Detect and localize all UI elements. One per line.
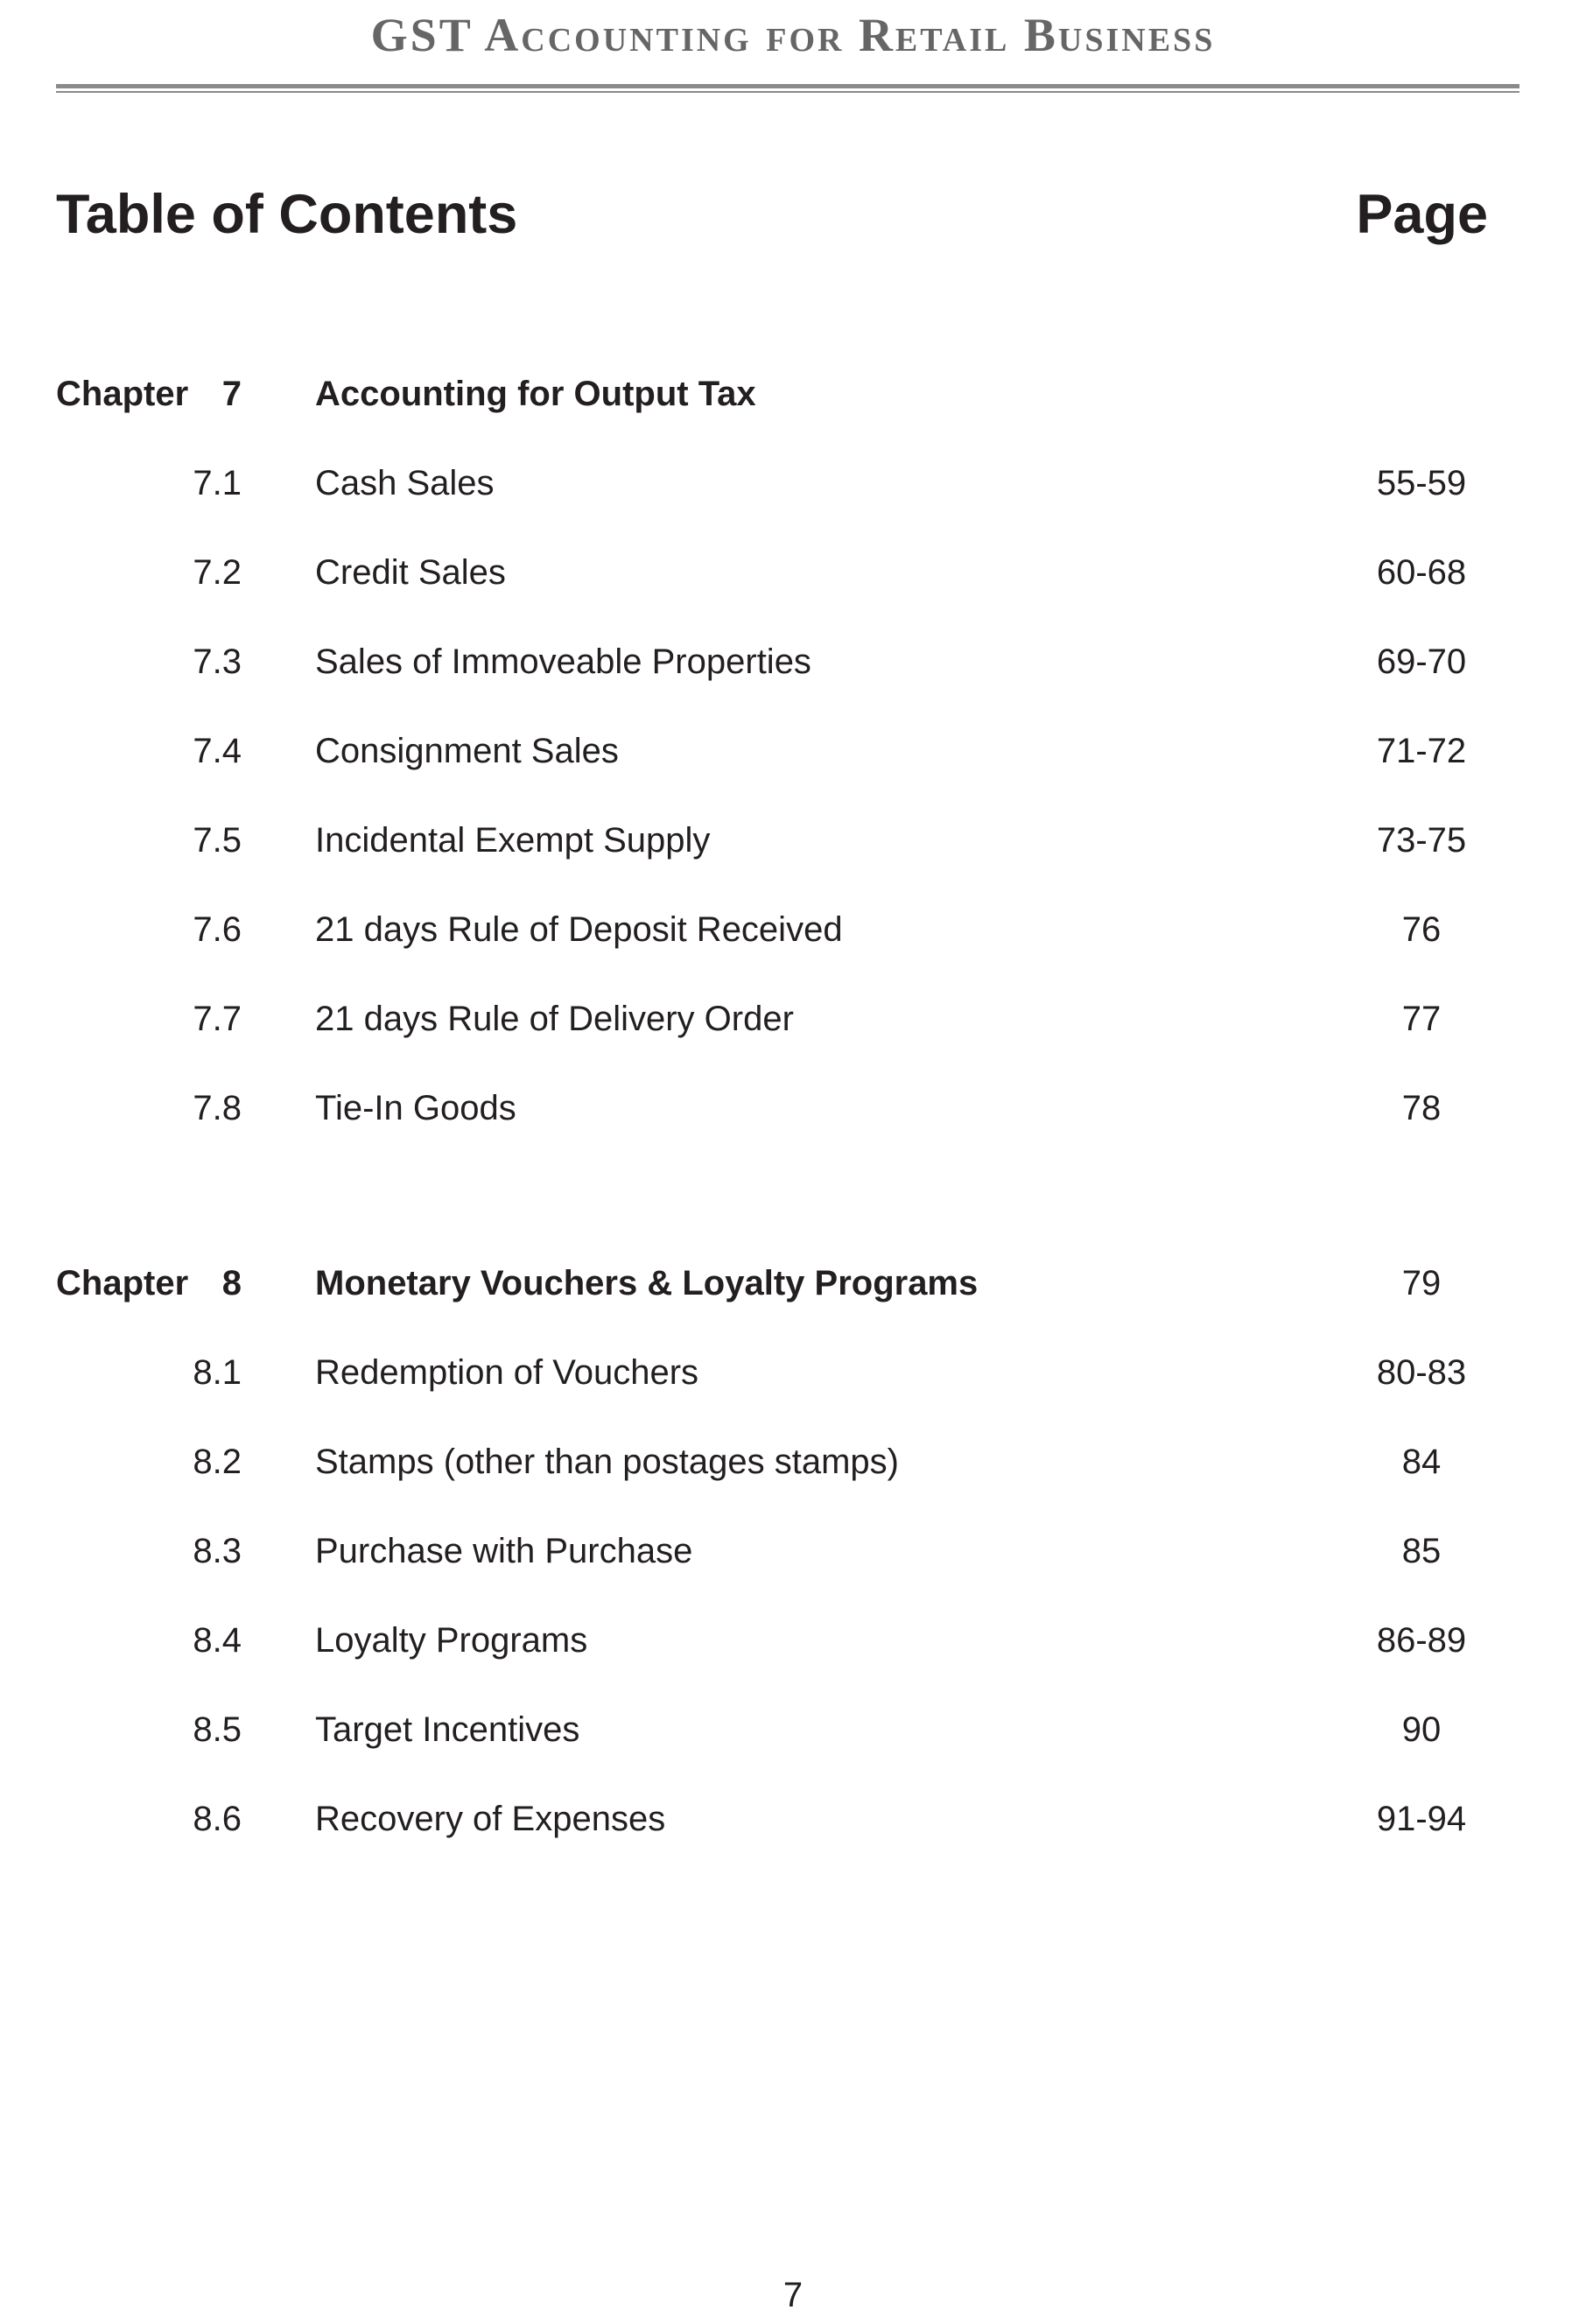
toc-section-row[interactable] xyxy=(0,457,1586,509)
section-number: 8.3 xyxy=(193,1532,242,1570)
section-title: Cash Sales xyxy=(315,464,495,502)
section-page: 90 xyxy=(1401,1710,1442,1749)
section-title: Incidental Exempt Supply xyxy=(315,821,711,860)
toc-section-row[interactable] xyxy=(0,635,1586,688)
section-number: 7.7 xyxy=(193,1000,242,1038)
section-title: Target Incentives xyxy=(315,1710,580,1749)
section-title: Loyalty Programs xyxy=(315,1621,588,1660)
toc-section-row[interactable] xyxy=(0,903,1586,956)
chapter-label: Chapter xyxy=(56,375,189,413)
section-title: Tie-In Goods xyxy=(315,1089,516,1127)
page-number: 7 xyxy=(782,2276,804,2314)
toc-section-row[interactable] xyxy=(0,1436,1586,1488)
section-title: 21 days Rule of Delivery Order xyxy=(315,1000,794,1038)
section-number: 7.1 xyxy=(193,464,242,502)
section-title: Recovery of Expenses xyxy=(315,1800,666,1838)
section-page: 78 xyxy=(1401,1089,1442,1127)
chapter-label: Chapter xyxy=(56,1264,189,1302)
toc-section-row[interactable] xyxy=(0,1082,1586,1134)
section-number: 8.4 xyxy=(193,1621,242,1660)
header-rule-thin xyxy=(56,91,1519,93)
section-number: 7.3 xyxy=(193,642,242,681)
section-title: Credit Sales xyxy=(315,553,506,592)
section-page: 73-75 xyxy=(1376,821,1467,860)
section-number: 7.8 xyxy=(193,1089,242,1127)
section-page: 91-94 xyxy=(1376,1800,1467,1838)
section-number: 7.5 xyxy=(193,821,242,860)
section-title: Consignment Sales xyxy=(315,732,619,770)
section-number: 7.6 xyxy=(193,910,242,949)
section-page: 76 xyxy=(1401,910,1442,949)
section-title: Purchase with Purchase xyxy=(315,1532,693,1570)
toc-chapter-row[interactable] xyxy=(0,368,1586,420)
section-page: 86-89 xyxy=(1376,1621,1467,1660)
section-number: 8.6 xyxy=(193,1800,242,1838)
section-number: 8.1 xyxy=(193,1353,242,1392)
section-title: Stamps (other than postages stamps) xyxy=(315,1443,899,1481)
toc-section-row[interactable] xyxy=(0,1525,1586,1577)
section-page: 85 xyxy=(1401,1532,1442,1570)
section-page: 80-83 xyxy=(1376,1353,1467,1392)
toc-chapter-row[interactable] xyxy=(0,1257,1586,1309)
toc-section-row[interactable] xyxy=(0,993,1586,1045)
section-page: 69-70 xyxy=(1376,642,1467,681)
section-number: 7.2 xyxy=(193,553,242,592)
section-page: 77 xyxy=(1401,1000,1442,1038)
header-rule-thick xyxy=(56,84,1519,88)
section-title: Sales of Immoveable Properties xyxy=(315,642,811,681)
section-page: 84 xyxy=(1401,1443,1442,1481)
chapter-number: 8 xyxy=(221,1264,242,1302)
toc-section-row[interactable] xyxy=(0,1793,1586,1845)
section-number: 8.5 xyxy=(193,1710,242,1749)
toc-section-row[interactable] xyxy=(0,1346,1586,1399)
toc-section-row[interactable] xyxy=(0,725,1586,777)
toc-section-row[interactable] xyxy=(0,546,1586,599)
toc-section-row[interactable] xyxy=(0,814,1586,867)
toc-section-row[interactable] xyxy=(0,1703,1586,1756)
chapter-number: 7 xyxy=(221,375,242,413)
chapter-title: Accounting for Output Tax xyxy=(315,375,756,413)
toc-page-column-heading: Page xyxy=(1356,184,1488,245)
section-number: 7.4 xyxy=(193,732,242,770)
toc-section-row[interactable] xyxy=(0,1614,1586,1667)
section-page: 71-72 xyxy=(1376,732,1467,770)
section-page: 55-59 xyxy=(1376,464,1467,502)
section-page: 60-68 xyxy=(1376,553,1467,592)
chapter-title: Monetary Vouchers & Loyalty Programs xyxy=(315,1264,979,1302)
running-header: GST Accounting for Retail Business xyxy=(370,9,1216,61)
section-title: 21 days Rule of Deposit Received xyxy=(315,910,843,949)
chapter-page: 79 xyxy=(1401,1264,1442,1302)
section-number: 8.2 xyxy=(193,1443,242,1481)
toc-title: Table of Contents xyxy=(56,184,518,245)
section-title: Redemption of Vouchers xyxy=(315,1353,699,1392)
